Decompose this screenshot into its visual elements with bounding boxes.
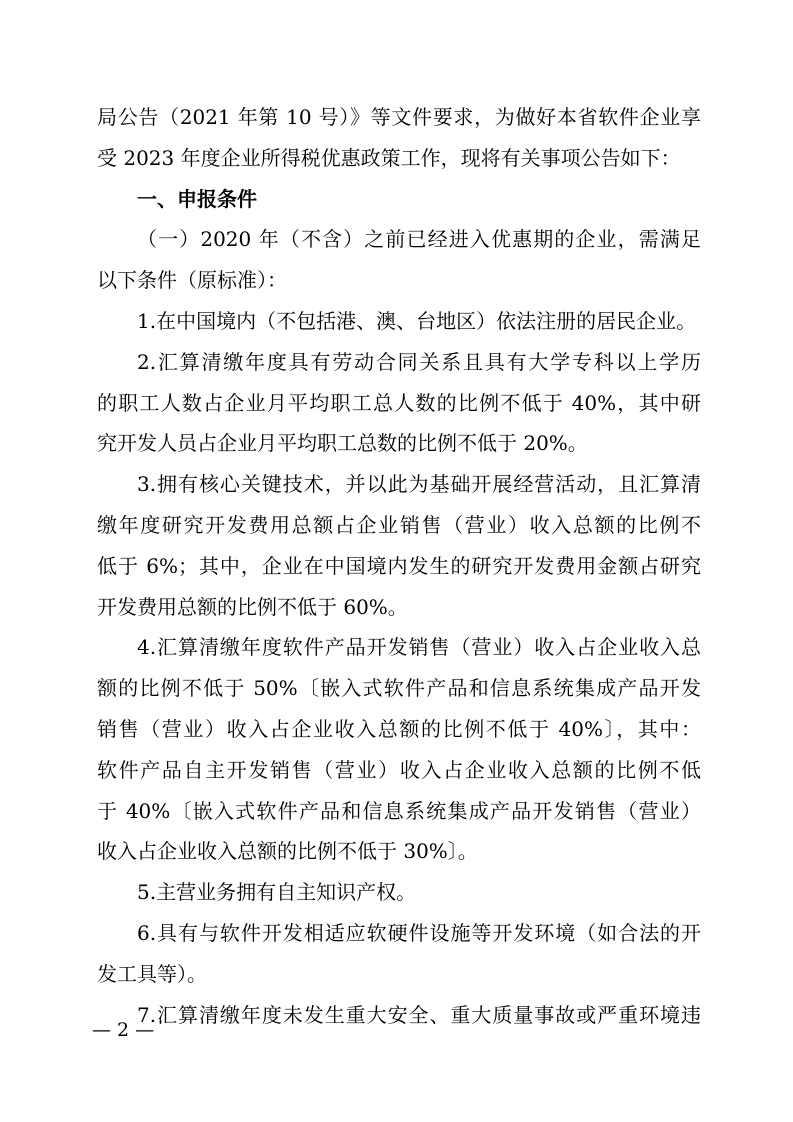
item-4-line-3: 销售（营业）收入占企业收入总额的比例不低于 40%〕，其中：: [97, 716, 701, 741]
section-heading: 一、申报条件: [137, 186, 257, 211]
item-4-line-6: 收入占企业收入总额的比例不低于 30%〕。: [97, 839, 478, 864]
item-4-line-4: 软件产品自主开发销售（营业）收入占企业收入总额的比例不低: [97, 757, 701, 782]
item-2-line-2: 的职工人数占企业月平均职工总人数的比例不低于 40%，其中研: [97, 390, 701, 415]
item-5-line-1: 5.主营业务拥有自主知识产权。: [137, 880, 417, 905]
item-3-line-1: 3.拥有核心关键技术，并以此为基础开展经营活动，且汇算清: [137, 472, 701, 497]
item-4-line-2: 额的比例不低于 50%〔嵌入式软件产品和信息系统集成产品开发: [97, 676, 701, 701]
item-4-line-5: 于 40%〔嵌入式软件产品和信息系统集成产品开发销售（营业）: [97, 798, 701, 823]
item-7-line-1: 7.汇算清缴年度未发生重大安全、重大质量事故或严重环境违: [137, 1002, 701, 1027]
page-number: — 2 —: [92, 1019, 155, 1041]
intro-line-1: 局公告（2021 年第 10 号）》等文件要求，为做好本省软件企业享: [97, 105, 701, 129]
item-3-line-3: 低于 6%；其中，企业在中国境内发生的研究开发费用金额占研究: [97, 553, 701, 578]
intro-line-2: 受 2023 年度企业所得税优惠政策工作，现将有关事项公告如下：: [97, 145, 681, 170]
item-1-line-1: 1.在中国境内（不包括港、澳、台地区）依法注册的居民企业。: [137, 308, 697, 333]
document-body: [97, 97, 701, 1035]
item-3-line-4: 开发费用总额的比例不低于 60%。: [97, 594, 408, 619]
item-2-line-3: 究开发人员占企业月平均职工总数的比例不低于 20%。: [97, 431, 588, 456]
item-6-line-2: 发工具等）。: [97, 961, 207, 986]
item-6-line-1: 6.具有与软件开发相适应软硬件设施等开发环境（如合法的开: [137, 920, 701, 945]
item-3-line-2: 缴年度研究开发费用总额占企业销售（营业）收入总额的比例不: [97, 512, 701, 537]
item-2-line-1: 2.汇算清缴年度具有劳动合同关系且具有大学专科以上学历: [137, 349, 701, 374]
item-4-line-1: 4.汇算清缴年度软件产品开发销售（营业）收入占企业收入总: [137, 635, 701, 660]
sub-heading-line-2: 以下条件（原标准）：: [97, 268, 287, 293]
sub-heading-line-1: （一）2020 年（不含）之前已经进入优惠期的企业，需满足: [137, 227, 701, 252]
